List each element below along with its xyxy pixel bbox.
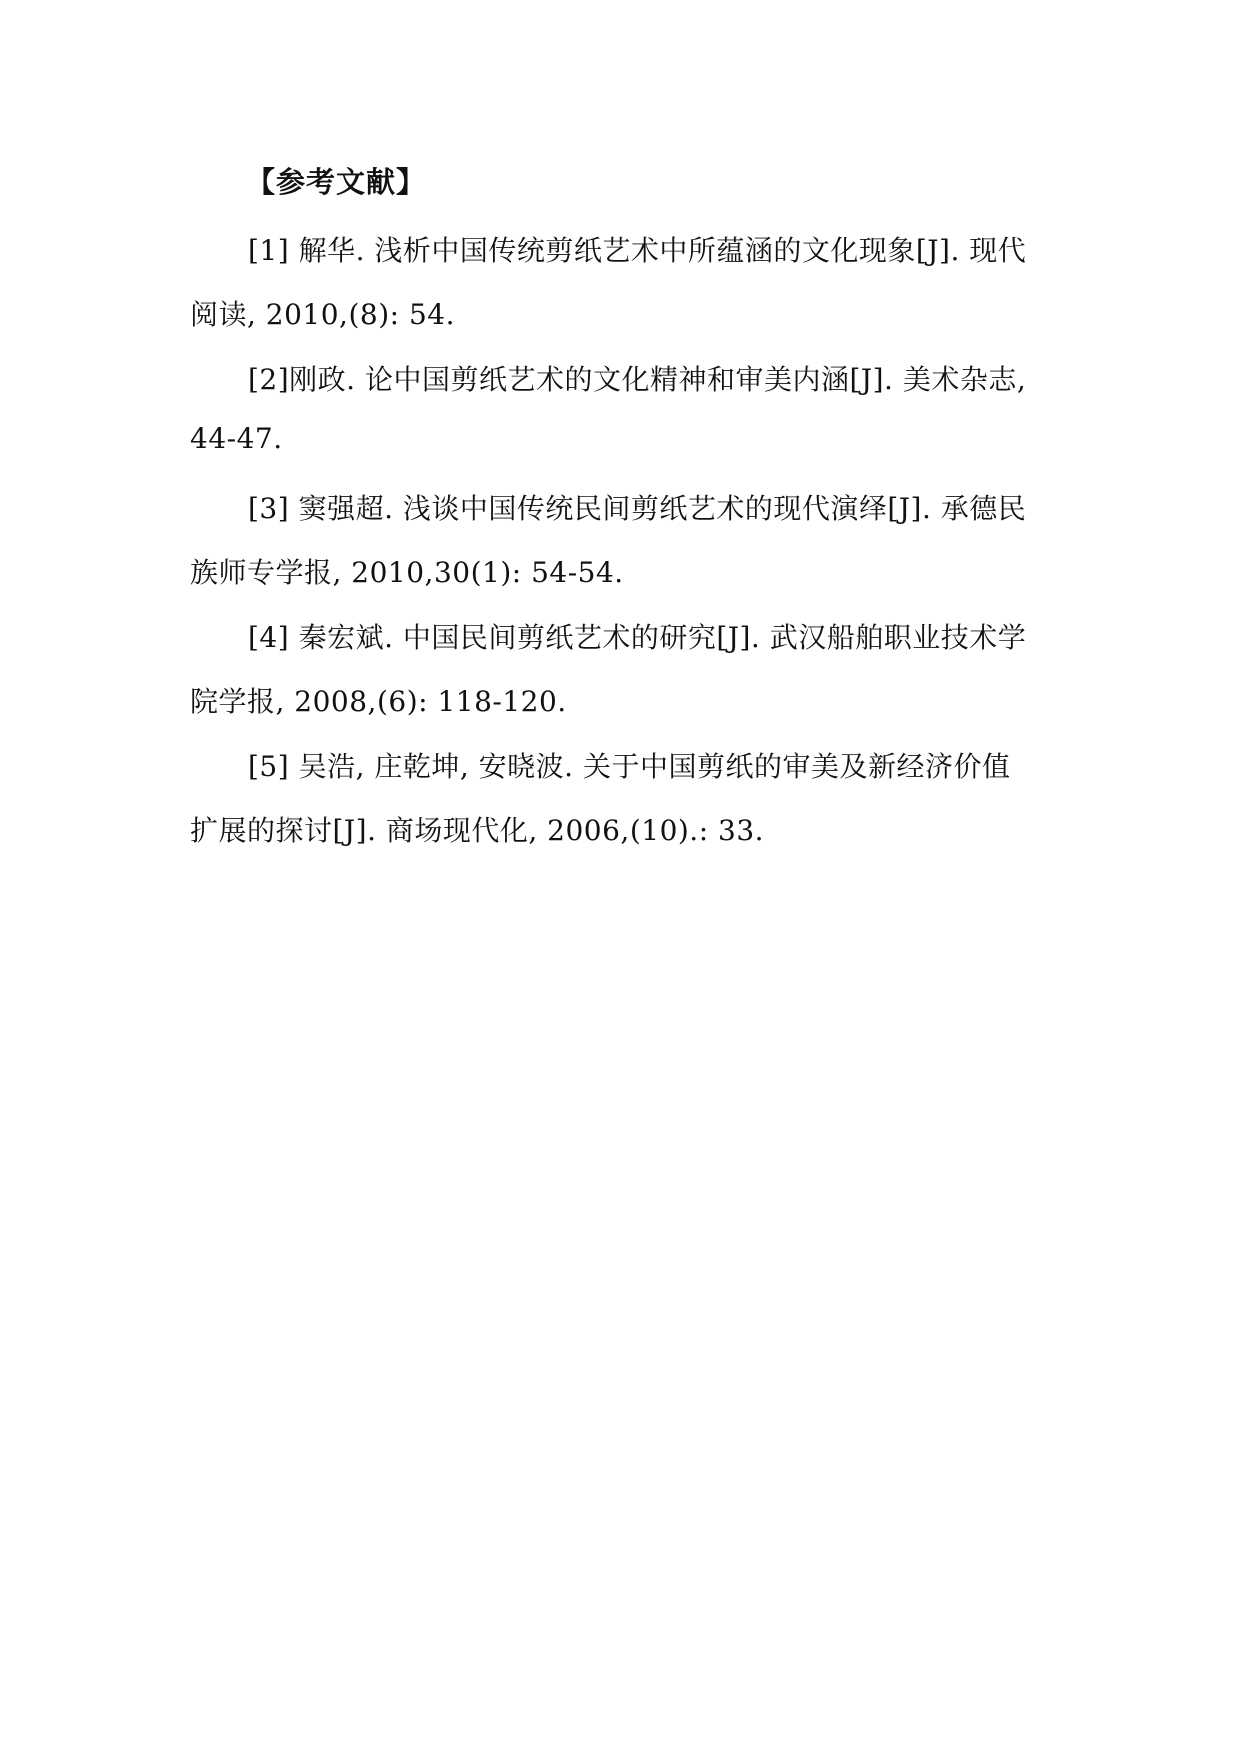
reference-3-line-1: [3] 窦强超. 浅谈中国传统民间剪纸艺术的现代演绎[J]. 承德民 bbox=[248, 492, 1027, 525]
reference-3-line-2: 族师专学报, 2010,30(1): 54-54. bbox=[190, 556, 624, 589]
reference-5-line-1: [5] 吴浩, 庄乾坤, 安晓波. 关于中国剪纸的审美及新经济价值 bbox=[248, 750, 1011, 783]
reference-4-line-2: 院学报, 2008,(6): 118-120. bbox=[190, 685, 567, 718]
reference-5-line-2: 扩展的探讨[J]. 商场现代化, 2006,(10).: 33. bbox=[190, 814, 765, 847]
reference-1-line-2: 阅读, 2010,(8): 54. bbox=[190, 298, 455, 331]
reference-1-line-1: [1] 解华. 浅析中国传统剪纸艺术中所蕴涵的文化现象[J]. 现代 bbox=[248, 234, 1027, 267]
reference-2-line-1: [2]刚政. 论中国剪纸艺术的文化精神和审美内涵[J]. 美术杂志, bbox=[248, 363, 1027, 396]
reference-2-line-2: 44-47. bbox=[190, 422, 283, 455]
references-heading: 【参考文献】 bbox=[246, 165, 427, 199]
reference-4-line-1: [4] 秦宏斌. 中国民间剪纸艺术的研究[J]. 武汉船舶职业技术学 bbox=[248, 621, 1027, 654]
